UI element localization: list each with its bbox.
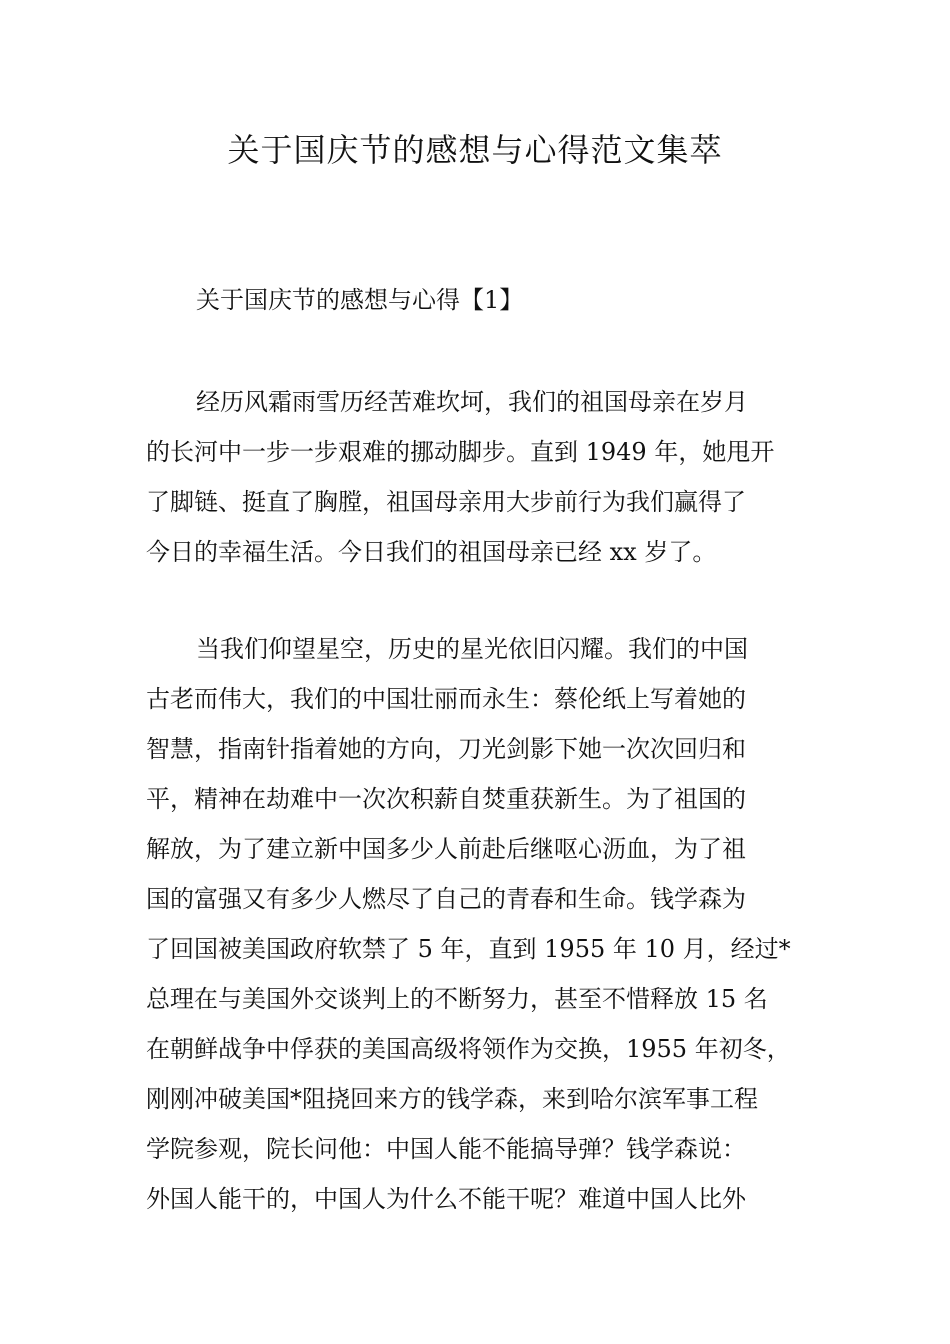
paragraph-line: 的长河中一步一步艰难的挪动脚步。直到 1949 年，她甩开	[146, 438, 775, 466]
paragraph-line: 总理在与美国外交谈判上的不断努力，甚至不惜释放 15 名	[146, 985, 768, 1013]
paragraph-line: 了回国被美国政府软禁了 5 年，直到 1955 年 10 月，经过*	[146, 935, 791, 963]
paragraph-1	[146, 377, 826, 577]
document-title: 关于国庆节的感想与心得范文集萃	[227, 131, 723, 169]
paragraph-line: 了脚链、挺直了胸膛，祖国母亲用大步前行为我们赢得了	[146, 488, 746, 516]
paragraph-line: 在朝鲜战争中俘获的美国高级将领作为交换，1955 年初冬，	[146, 1035, 791, 1063]
paragraph-line: 智慧，指南针指着她的方向，刀光剑影下她一次次回归和	[146, 735, 746, 763]
paragraph-line: 解放，为了建立新中国多少人前赴后继呕心沥血，为了祖	[146, 835, 746, 863]
paragraph-line: 古老而伟大，我们的中国壮丽而永生：蔡伦纸上写着她的	[146, 685, 746, 713]
paragraph-line: 平，精神在劫难中一次次积薪自焚重获新生。为了祖国的	[146, 785, 746, 813]
paragraph-line: 刚刚冲破美国*阻挠回来方的钱学森，来到哈尔滨军事工程	[146, 1085, 758, 1113]
paragraph-line: 今日的幸福生活。今日我们的祖国母亲已经 xx 岁了。	[146, 538, 717, 566]
paragraph-line: 外国人能干的，中国人为什么不能干呢？难道中国人比外	[146, 1185, 746, 1213]
paragraph-2	[146, 624, 826, 1224]
paragraph-line: 国的富强又有多少人燃尽了自己的青春和生命。钱学森为	[146, 885, 746, 913]
section-heading: 关于国庆节的感想与心得【1】	[196, 286, 524, 314]
paragraph-line: 经历风霜雨雪历经苦难坎坷，我们的祖国母亲在岁月	[196, 388, 748, 416]
paragraph-line: 学院参观，院长问他：中国人能不能搞导弹？钱学森说：	[146, 1135, 746, 1163]
paragraph-line: 当我们仰望星空，历史的星光依旧闪耀。我们的中国	[196, 635, 748, 663]
